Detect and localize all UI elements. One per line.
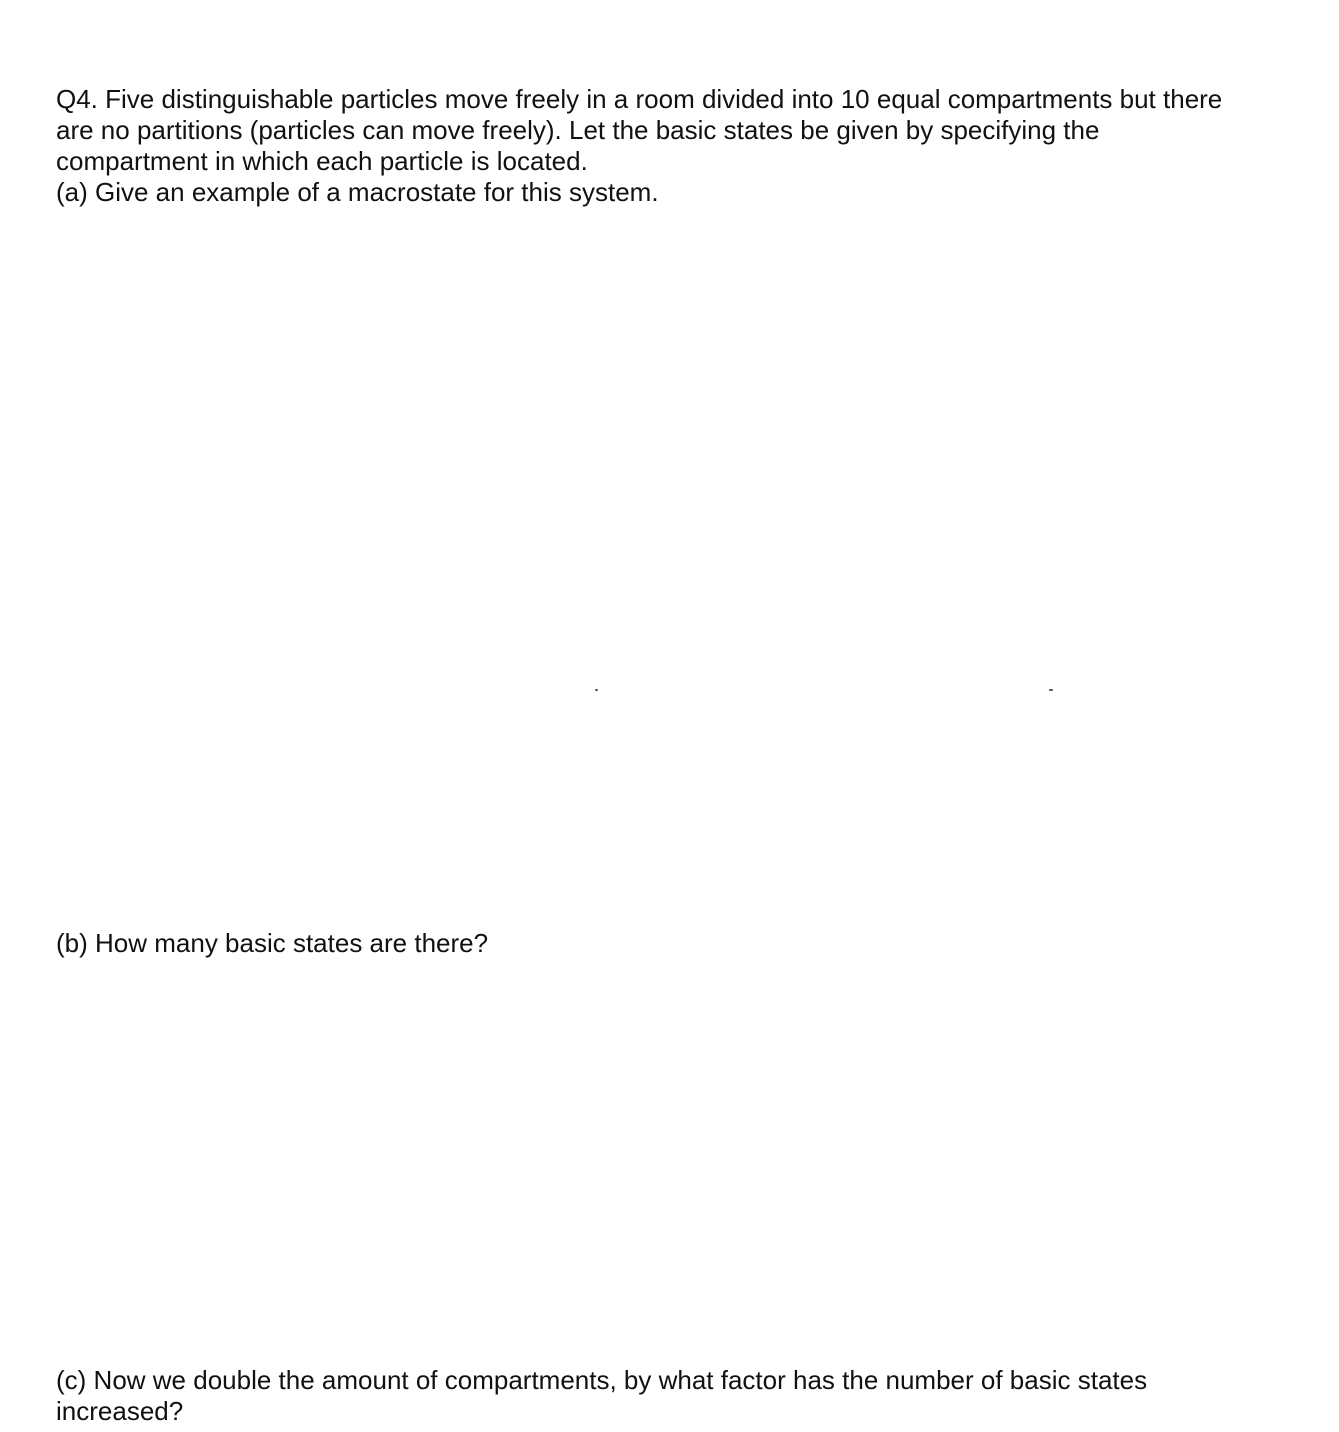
question-line: compartment in which each particle is located. — [56, 146, 588, 176]
part-c-line: increased? — [56, 1396, 184, 1426]
part-c-line: (c) Now we double the amount of compartments, by what factor has the number of basic states — [56, 1365, 1148, 1395]
scan-speck — [1049, 689, 1053, 691]
question-4-statement — [56, 84, 1296, 208]
part-b-prompt — [56, 928, 1296, 959]
part-b-text: (b) How many basic states are there? — [56, 928, 489, 958]
question-line: Q4. Five distinguishable particles move freely in a room divided into 10 equal compartments but there — [56, 84, 1223, 114]
scan-speck — [595, 689, 598, 691]
question-line: are no partitions (particles can move freely). Let the basic states be given by specifying the — [56, 115, 1100, 145]
part-a-prompt: (a) Give an example of a macrostate for this system. — [56, 177, 659, 207]
part-c-prompt — [56, 1365, 1296, 1427]
